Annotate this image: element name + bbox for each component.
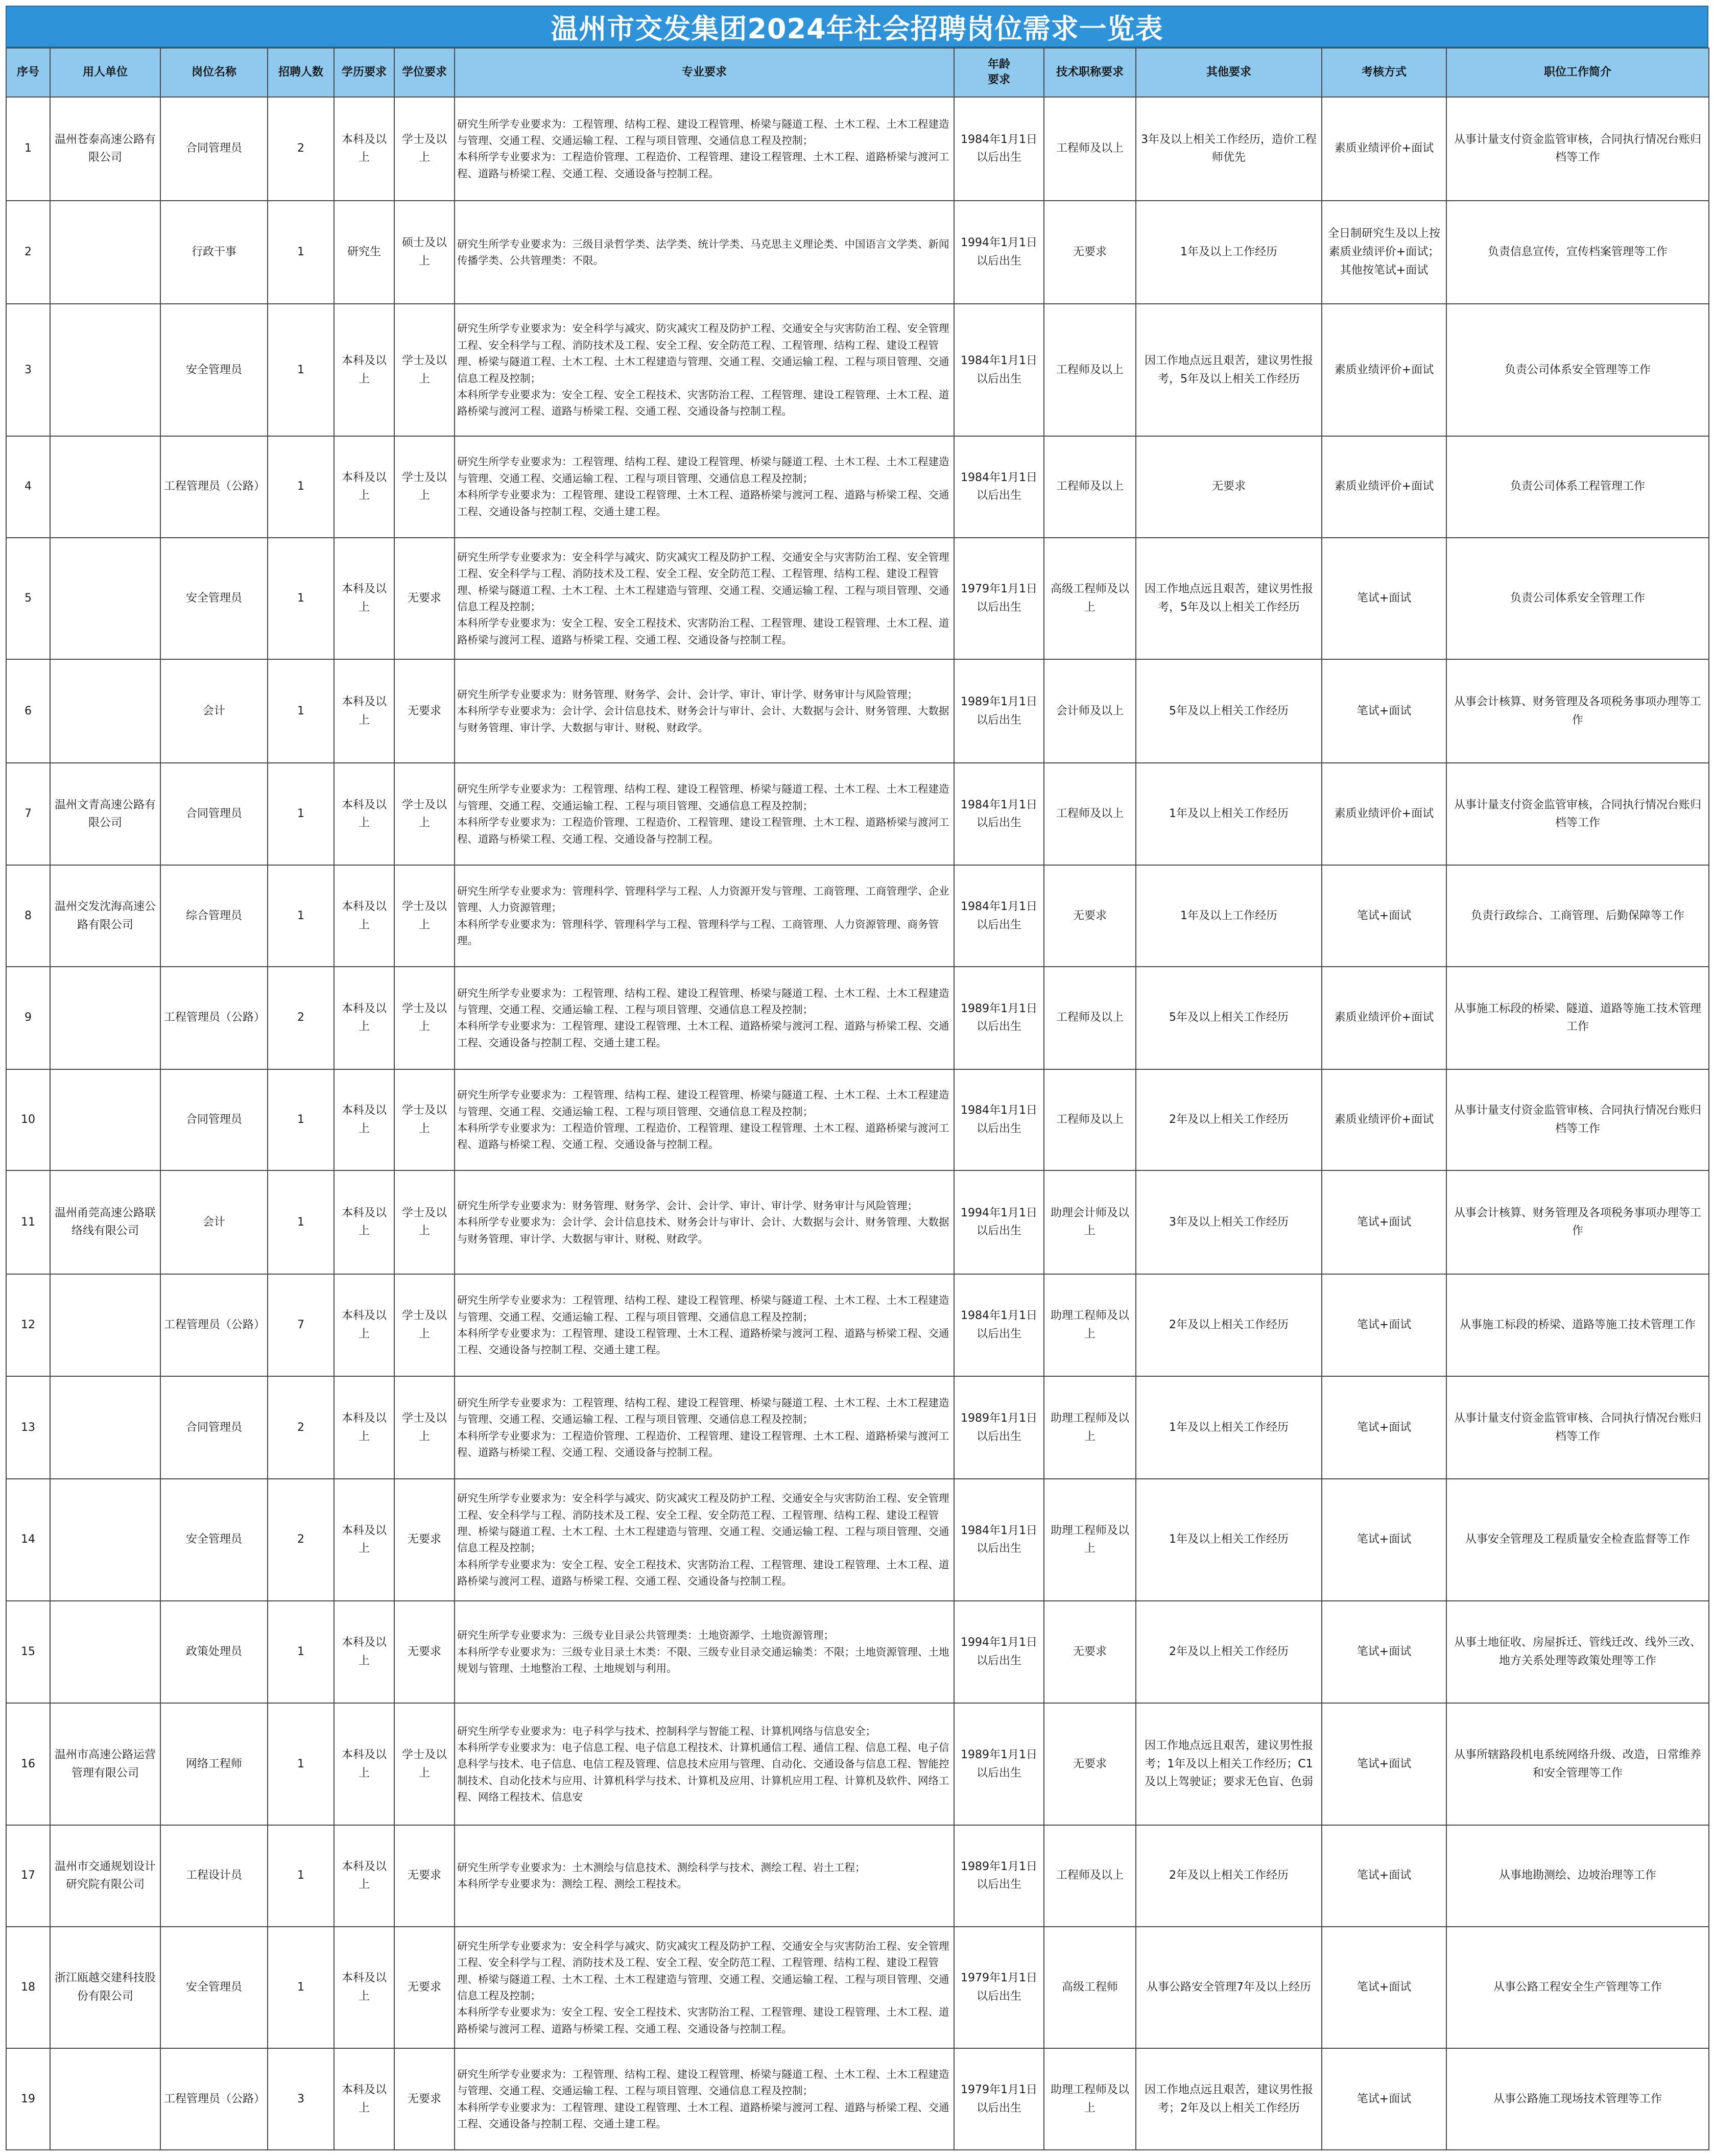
cell-degree: 无要求 [394, 1479, 455, 1601]
cell-unit [50, 967, 160, 1069]
cell-unit: 温州苍泰高速公路有限公司 [50, 97, 160, 201]
cell-no: 15 [6, 1601, 50, 1704]
table-row [6, 865, 1709, 967]
cell-description: 从事公路工程安全生产管理等工作 [1446, 1927, 1709, 2049]
cell-count: 3 [268, 2048, 334, 2150]
cell-description: 从事施工标段的桥梁、隧道、道路等施工技术管理工作 [1446, 967, 1709, 1069]
cell-count: 1 [268, 538, 334, 660]
cell-no: 2 [6, 201, 50, 304]
cell-no: 4 [6, 436, 50, 538]
cell-description: 从事公路施工现场技术管理等工作 [1446, 2048, 1709, 2150]
cell-exam: 素质业绩评价+面试 [1322, 1069, 1446, 1171]
cell-exam: 笔试+面试 [1322, 1927, 1446, 2049]
cell-count: 2 [268, 1376, 334, 1479]
cell-major: 研究生所学专业要求为：三级专业目录公共管理类：土地资源学、土地资源管理； 本科所学专业要求为：三级专业目录土木类：不限、三级专业目录交通运输类：不限；土地资源管理、土地规划与管理、土地整治工程、土地规划与利用。 [455, 1601, 954, 1704]
header-exam: 考核方式 [1322, 48, 1446, 97]
cell-exam: 素质业绩评价+面试 [1322, 304, 1446, 436]
cell-position: 政策处理员 [160, 1601, 268, 1704]
cell-position: 合同管理员 [160, 1376, 268, 1479]
page-title: 温州市交发集团2024年社会招聘岗位需求一览表 [6, 6, 1708, 47]
cell-tech-title: 工程师及以上 [1044, 967, 1136, 1069]
cell-description: 从事计量支付资金监管审核，合同执行情况台账归档等工作 [1446, 763, 1709, 866]
table-row [6, 97, 1709, 201]
table-row [6, 1274, 1709, 1377]
cell-education: 本科及以上 [334, 97, 394, 201]
cell-degree: 无要求 [394, 1825, 455, 1927]
cell-age: 1989年1月1日以后出生 [954, 1376, 1044, 1479]
cell-age: 1994年1月1日以后出生 [954, 201, 1044, 304]
cell-no: 1 [6, 97, 50, 201]
cell-other: 2年及以上相关工作经历 [1136, 1825, 1322, 1927]
cell-description: 从事计量支付资金监管审核，合同执行情况台账归档等工作 [1446, 97, 1709, 201]
cell-tech-title: 工程师及以上 [1044, 97, 1136, 201]
cell-count: 1 [268, 659, 334, 763]
cell-description: 从事计量支付资金监管审核、合同执行情况台账归档等工作 [1446, 1069, 1709, 1171]
cell-unit [50, 1479, 160, 1601]
cell-degree: 学士及以上 [394, 865, 455, 967]
cell-age: 1979年1月1日以后出生 [954, 1927, 1044, 2049]
cell-position: 合同管理员 [160, 763, 268, 866]
cell-description: 负责行政综合、工商管理、后勤保障等工作 [1446, 865, 1709, 967]
cell-age: 1984年1月1日以后出生 [954, 1274, 1044, 1377]
cell-position: 工程管理员（公路） [160, 436, 268, 538]
cell-major: 研究生所学专业要求为：工程管理、结构工程、建设工程管理、桥梁与隧道工程、土木工程、土木工程建造与管理、交通工程、交通运输工程、工程与项目管理、交通信息工程及控制； 本科所学专业要求为：工程造价管理、工程造价、工程管理、建设工程管理、土木工程、道路桥梁与渡河工程、道路与桥梁工程、交通工程、交通设备与控制工程。 [455, 97, 954, 201]
cell-no: 14 [6, 1479, 50, 1601]
cell-count: 1 [268, 1703, 334, 1825]
cell-education: 本科及以上 [334, 967, 394, 1069]
cell-other: 1年及以上工作经历 [1136, 201, 1322, 304]
cell-unit [50, 1274, 160, 1377]
cell-no: 17 [6, 1825, 50, 1927]
cell-degree: 无要求 [394, 538, 455, 660]
cell-age: 1984年1月1日以后出生 [954, 865, 1044, 967]
cell-other: 无要求 [1136, 436, 1322, 538]
cell-age: 1984年1月1日以后出生 [954, 436, 1044, 538]
cell-tech-title: 助理工程师及以上 [1044, 2048, 1136, 2150]
cell-age: 1989年1月1日以后出生 [954, 659, 1044, 763]
cell-age: 1984年1月1日以后出生 [954, 1069, 1044, 1171]
cell-age: 1989年1月1日以后出生 [954, 1825, 1044, 1927]
cell-no: 18 [6, 1927, 50, 2049]
cell-unit [50, 1376, 160, 1479]
cell-description: 从事计量支付资金监管审核、合同执行情况台账归档等工作 [1446, 1376, 1709, 1479]
cell-unit: 浙江瓯越交建科技股份有限公司 [50, 1927, 160, 2049]
cell-education: 本科及以上 [334, 1069, 394, 1171]
cell-age: 1979年1月1日以后出生 [954, 538, 1044, 660]
header-position: 岗位名称 [160, 48, 268, 97]
cell-other: 2年及以上相关工作经历 [1136, 1274, 1322, 1377]
cell-unit [50, 1601, 160, 1704]
cell-education: 研究生 [334, 201, 394, 304]
cell-major: 研究生所学专业要求为：管理科学、管理科学与工程、人力资源开发与管理、工商管理、工商管理学、企业管理、人力资源管理； 本科所学专业要求为：管理科学、管理科学与工程、管理科学与工程、工商管理、人力资源管理、商务管理。 [455, 865, 954, 967]
cell-major: 研究生所学专业要求为：财务管理、财务学、会计、会计学、审计、审计学、财务审计与风险管理； 本科所学专业要求为：会计学、会计信息技术、财务会计与审计、会计、大数据与会计、财务管理、大数据与财务管理、审计学、大数据与审计、财税、财政学。 [455, 659, 954, 763]
cell-tech-title: 助理会计师及以上 [1044, 1170, 1136, 1274]
cell-position: 工程管理员（公路） [160, 1274, 268, 1377]
cell-exam: 笔试+面试 [1322, 1376, 1446, 1479]
cell-position: 工程管理员（公路） [160, 2048, 268, 2150]
cell-exam: 笔试+面试 [1322, 1479, 1446, 1601]
table-row [6, 2048, 1709, 2150]
cell-exam: 笔试+面试 [1322, 1601, 1446, 1704]
cell-unit [50, 304, 160, 436]
cell-degree: 学士及以上 [394, 1170, 455, 1274]
table-row [6, 1376, 1709, 1479]
cell-unit: 温州交发沈海高速公路有限公司 [50, 865, 160, 967]
header-age: 年龄 要求 [954, 48, 1044, 97]
cell-degree: 学士及以上 [394, 436, 455, 538]
cell-tech-title: 助理工程师及以上 [1044, 1479, 1136, 1601]
cell-description: 从事安全管理及工程质量安全检查监督等工作 [1446, 1479, 1709, 1601]
cell-other: 因工作地点远且艰苦，建议男性报考；1年及以上相关工作经历；C1及以上驾驶证；要求无色盲、色弱 [1136, 1703, 1322, 1825]
cell-education: 本科及以上 [334, 1825, 394, 1927]
cell-exam: 素质业绩评价+面试 [1322, 967, 1446, 1069]
table-row [6, 1825, 1709, 1927]
cell-description: 从事土地征收、房屋拆迁、管线迁改、线外三改、地方关系处理等政策处理等工作 [1446, 1601, 1709, 1704]
cell-position: 工程设计员 [160, 1825, 268, 1927]
cell-position: 安全管理员 [160, 538, 268, 660]
cell-no: 3 [6, 304, 50, 436]
cell-education: 本科及以上 [334, 436, 394, 538]
table-row [6, 1069, 1709, 1171]
cell-other: 1年及以上相关工作经历 [1136, 1376, 1322, 1479]
cell-position: 合同管理员 [160, 1069, 268, 1171]
cell-degree: 无要求 [394, 1601, 455, 1704]
cell-count: 7 [268, 1274, 334, 1377]
cell-education: 本科及以上 [334, 1927, 394, 2049]
header-no: 序号 [6, 48, 50, 97]
table-header-row [6, 48, 1709, 97]
cell-no: 8 [6, 865, 50, 967]
table-row [6, 1927, 1709, 2049]
cell-education: 本科及以上 [334, 1703, 394, 1825]
cell-tech-title: 无要求 [1044, 1601, 1136, 1704]
cell-degree: 学士及以上 [394, 1274, 455, 1377]
cell-age: 1994年1月1日以后出生 [954, 1601, 1044, 1704]
cell-degree: 硕士及以上 [394, 201, 455, 304]
cell-count: 1 [268, 1069, 334, 1171]
cell-other: 因工作地点远且艰苦，建议男性报考，5年及以上相关工作经历 [1136, 538, 1322, 660]
table-row [6, 763, 1709, 866]
cell-degree: 学士及以上 [394, 1376, 455, 1479]
cell-description: 从事会计核算、财务管理及各项税务事项办理等工作 [1446, 659, 1709, 763]
cell-exam: 笔试+面试 [1322, 1170, 1446, 1274]
cell-other: 1年及以上相关工作经历 [1136, 763, 1322, 866]
cell-education: 本科及以上 [334, 763, 394, 866]
cell-other: 3年及以上相关工作经历，造价工程师优先 [1136, 97, 1322, 201]
cell-position: 会计 [160, 1170, 268, 1274]
cell-unit: 温州甬莞高速公路联络线有限公司 [50, 1170, 160, 1274]
cell-education: 本科及以上 [334, 1376, 394, 1479]
cell-degree: 学士及以上 [394, 967, 455, 1069]
cell-other: 因工作地点远且艰苦，建议男性报考，5年及以上相关工作经历 [1136, 304, 1322, 436]
cell-count: 1 [268, 763, 334, 866]
table-row [6, 1170, 1709, 1274]
cell-count: 2 [268, 97, 334, 201]
cell-tech-title: 无要求 [1044, 865, 1136, 967]
table-row [6, 1703, 1709, 1825]
cell-tech-title: 高级工程师及以上 [1044, 538, 1136, 660]
cell-tech-title: 无要求 [1044, 201, 1136, 304]
cell-other: 1年及以上相关工作经历 [1136, 1479, 1322, 1601]
cell-count: 2 [268, 1479, 334, 1601]
cell-degree: 无要求 [394, 659, 455, 763]
cell-age: 1984年1月1日以后出生 [954, 1479, 1044, 1601]
cell-major: 研究生所学专业要求为：安全科学与减灾、防灾减灾工程及防护工程、交通安全与灾害防治工程、安全管理工程、安全科学与工程、消防技术及工程、安全工程、安全防范工程、工程管理、结构工程、建设工程管理、桥梁与隧道工程、土木工程、土木工程建造与管理、交通工程、交通运输工程、工程与项目管理、交通信息工程及控制； 本科所学专业要求为：安全工程、安全工程技术、灾害防治工程、工程管理、建设工程管理、土木工程、道路桥梁与渡河工程、道路与桥梁工程、交通工程、交通设备与控制工程。 [455, 1479, 954, 1601]
cell-no: 13 [6, 1376, 50, 1479]
cell-count: 1 [268, 436, 334, 538]
cell-tech-title: 会计师及以上 [1044, 659, 1136, 763]
cell-position: 会计 [160, 659, 268, 763]
cell-degree: 无要求 [394, 1927, 455, 2049]
cell-education: 本科及以上 [334, 1479, 394, 1601]
cell-no: 6 [6, 659, 50, 763]
cell-tech-title: 助理工程师及以上 [1044, 1274, 1136, 1377]
cell-count: 1 [268, 1825, 334, 1927]
cell-tech-title: 高级工程师 [1044, 1927, 1136, 2049]
cell-no: 19 [6, 2048, 50, 2150]
cell-age: 1984年1月1日以后出生 [954, 97, 1044, 201]
header-education: 学历要求 [334, 48, 394, 97]
cell-description: 负责公司体系工程管理工作 [1446, 436, 1709, 538]
cell-education: 本科及以上 [334, 1170, 394, 1274]
cell-position: 行政干事 [160, 201, 268, 304]
cell-age: 1979年1月1日以后出生 [954, 2048, 1044, 2150]
cell-major: 研究生所学专业要求为：电子科学与技术、控制科学与智能工程、计算机网络与信息安全； 本科所学专业要求为：电子信息工程、电子信息工程技术、计算机通信工程、通信工程、信息工程、电子信息科学与技术、电子信息、电信工程及管理、信息技术应用与管理、自动化、交通设备与信息工程、智能控制技术、自动化技术与应用、计算机科学与技术、计算机及应用、计算机应用工程、计算机及软件、网络工程、网络工程技术、信息安 [455, 1703, 954, 1825]
cell-degree: 学士及以上 [394, 1703, 455, 1825]
cell-education: 本科及以上 [334, 2048, 394, 2150]
cell-unit [50, 201, 160, 304]
cell-tech-title: 助理工程师及以上 [1044, 1376, 1136, 1479]
cell-count: 1 [268, 1927, 334, 2049]
cell-exam: 笔试+面试 [1322, 659, 1446, 763]
cell-unit [50, 2048, 160, 2150]
cell-count: 1 [268, 1170, 334, 1274]
cell-position: 安全管理员 [160, 1927, 268, 2049]
cell-other: 3年及以上相关工作经历 [1136, 1170, 1322, 1274]
recruitment-sheet [6, 6, 1708, 2150]
table-body [6, 97, 1709, 2150]
cell-exam: 笔试+面试 [1322, 538, 1446, 660]
header-other: 其他要求 [1136, 48, 1322, 97]
cell-major: 研究生所学专业要求为：安全科学与减灾、防灾减灾工程及防护工程、交通安全与灾害防治工程、安全管理工程、安全科学与工程、消防技术及工程、安全工程、安全防范工程、工程管理、结构工程、建设工程管理、桥梁与隧道工程、土木工程、土木工程建造与管理、交通工程、交通运输工程、工程与项目管理、交通信息工程及控制； 本科所学专业要求为：安全工程、安全工程技术、灾害防治工程、工程管理、建设工程管理、土木工程、道路桥梁与渡河工程、道路与桥梁工程、交通工程、交通设备与控制工程。 [455, 304, 954, 436]
cell-degree: 无要求 [394, 2048, 455, 2150]
cell-age: 1989年1月1日以后出生 [954, 967, 1044, 1069]
cell-tech-title: 工程师及以上 [1044, 1069, 1136, 1171]
cell-major: 研究生所学专业要求为：工程管理、结构工程、建设工程管理、桥梁与隧道工程、土木工程、土木工程建造与管理、交通工程、交通运输工程、工程与项目管理、交通信息工程及控制； 本科所学专业要求为：工程管理、建设工程管理、土木工程、道路桥梁与渡河工程、道路与桥梁工程、交通工程、交通设备与控制工程、交通土建工程。 [455, 1274, 954, 1377]
cell-exam: 笔试+面试 [1322, 865, 1446, 967]
cell-exam: 素质业绩评价+面试 [1322, 436, 1446, 538]
cell-major: 研究生所学专业要求为：工程管理、结构工程、建设工程管理、桥梁与隧道工程、土木工程、土木工程建造与管理、交通工程、交通运输工程、工程与项目管理、交通信息工程及控制； 本科所学专业要求为：工程管理、建设工程管理、土木工程、道路桥梁与渡河工程、道路与桥梁工程、交通工程、交通设备与控制工程、交通土建工程。 [455, 967, 954, 1069]
cell-other: 从事公路安全管理7年及以上经历 [1136, 1927, 1322, 2049]
cell-description: 负责公司体系安全管理工作 [1446, 538, 1709, 660]
cell-other: 5年及以上相关工作经历 [1136, 659, 1322, 763]
cell-description: 从事会计核算、财务管理及各项税务事项办理等工作 [1446, 1170, 1709, 1274]
cell-education: 本科及以上 [334, 1274, 394, 1377]
cell-other: 5年及以上相关工作经历 [1136, 967, 1322, 1069]
cell-description: 从事地勘测绘、边坡治理等工作 [1446, 1825, 1709, 1927]
cell-other: 2年及以上相关工作经历 [1136, 1601, 1322, 1704]
cell-tech-title: 无要求 [1044, 1703, 1136, 1825]
header-degree: 学位要求 [394, 48, 455, 97]
cell-education: 本科及以上 [334, 865, 394, 967]
cell-position: 安全管理员 [160, 304, 268, 436]
cell-no: 9 [6, 967, 50, 1069]
cell-position: 工程管理员（公路） [160, 967, 268, 1069]
cell-exam: 笔试+面试 [1322, 1274, 1446, 1377]
cell-tech-title: 工程师及以上 [1044, 304, 1136, 436]
table-row [6, 201, 1709, 304]
cell-major: 研究生所学专业要求为：土木测绘与信息技术、测绘科学与技术、测绘工程、岩土工程； 本科所学专业要求为：测绘工程、测绘工程技术。 [455, 1825, 954, 1927]
cell-age: 1984年1月1日以后出生 [954, 763, 1044, 866]
cell-major: 研究生所学专业要求为：安全科学与减灾、防灾减灾工程及防护工程、交通安全与灾害防治工程、安全管理工程、安全科学与工程、消防技术及工程、安全工程、安全防范工程、工程管理、结构工程、建设工程管理、桥梁与隧道工程、土木工程、土木工程建造与管理、交通工程、交通运输工程、工程与项目管理、交通信息工程及控制； 本科所学专业要求为：安全工程、安全工程技术、灾害防治工程、工程管理、建设工程管理、土木工程、道路桥梁与渡河工程、道路与桥梁工程、交通工程、交通设备与控制工程。 [455, 538, 954, 660]
cell-tech-title: 工程师及以上 [1044, 1825, 1136, 1927]
positions-table [6, 47, 1709, 2150]
cell-unit [50, 436, 160, 538]
cell-description: 负责信息宣传，宣传档案管理等工作 [1446, 201, 1709, 304]
cell-education: 本科及以上 [334, 659, 394, 763]
cell-major: 研究生所学专业要求为：安全科学与减灾、防灾减灾工程及防护工程、交通安全与灾害防治工程、安全管理工程、安全科学与工程、消防技术及工程、安全工程、安全防范工程、工程管理、结构工程、建设工程管理、桥梁与隧道工程、土木工程、土木工程建造与管理、交通工程、交通运输工程、工程与项目管理、交通信息工程及控制； 本科所学专业要求为：安全工程、安全工程技术、灾害防治工程、工程管理、建设工程管理、土木工程、道路桥梁与渡河工程、道路与桥梁工程、交通工程、交通设备与控制工程。 [455, 1927, 954, 2049]
cell-education: 本科及以上 [334, 304, 394, 436]
cell-count: 2 [268, 967, 334, 1069]
cell-age: 1994年1月1日以后出生 [954, 1170, 1044, 1274]
cell-no: 5 [6, 538, 50, 660]
cell-major: 研究生所学专业要求为：三级目录哲学类、法学类、统计学类、马克思主义理论类、中国语言文学类、新闻传播学类、公共管理类：不限。 [455, 201, 954, 304]
header-tech-title: 技术职称要求 [1044, 48, 1136, 97]
cell-exam: 素质业绩评价+面试 [1322, 763, 1446, 866]
table-row [6, 1601, 1709, 1704]
cell-no: 12 [6, 1274, 50, 1377]
cell-other: 2年及以上相关工作经历 [1136, 1069, 1322, 1171]
cell-exam: 笔试+面试 [1322, 1703, 1446, 1825]
table-row [6, 304, 1709, 436]
header-major: 专业要求 [455, 48, 954, 97]
cell-degree: 学士及以上 [394, 1069, 455, 1171]
cell-exam: 笔试+面试 [1322, 1825, 1446, 1927]
table-row [6, 538, 1709, 660]
cell-unit: 温州文青高速公路有限公司 [50, 763, 160, 866]
cell-major: 研究生所学专业要求为：工程管理、结构工程、建设工程管理、桥梁与隧道工程、土木工程、土木工程建造与管理、交通工程、交通运输工程、工程与项目管理、交通信息工程及控制； 本科所学专业要求为：工程管理、建设工程管理、土木工程、道路桥梁与渡河工程、道路与桥梁工程、交通工程、交通设备与控制工程、交通土建工程。 [455, 2048, 954, 2150]
cell-description: 负责公司体系安全管理等工作 [1446, 304, 1709, 436]
cell-description: 从事施工标段的桥梁、道路等施工技术管理工作 [1446, 1274, 1709, 1377]
cell-description: 从事所辖路段机电系统网络升级、改造，日常维养和安全管理等工作 [1446, 1703, 1709, 1825]
cell-other: 因工作地点远且艰苦，建议男性报考；2年及以上相关工作经历 [1136, 2048, 1322, 2150]
cell-degree: 学士及以上 [394, 763, 455, 866]
cell-exam: 素质业绩评价+面试 [1322, 97, 1446, 201]
cell-no: 10 [6, 1069, 50, 1171]
cell-age: 1984年1月1日以后出生 [954, 304, 1044, 436]
cell-tech-title: 工程师及以上 [1044, 436, 1136, 538]
cell-major: 研究生所学专业要求为：工程管理、结构工程、建设工程管理、桥梁与隧道工程、土木工程、土木工程建造与管理、交通工程、交通运输工程、工程与项目管理、交通信息工程及控制； 本科所学专业要求为：工程造价管理、工程造价、工程管理、建设工程管理、土木工程、道路桥梁与渡河工程、道路与桥梁工程、交通工程、交通设备与控制工程。 [455, 763, 954, 866]
cell-degree: 学士及以上 [394, 304, 455, 436]
cell-unit: 温州市交通规划设计研究院有限公司 [50, 1825, 160, 1927]
cell-major: 研究生所学专业要求为：财务管理、财务学、会计、会计学、审计、审计学、财务审计与风险管理； 本科所学专业要求为：会计学、会计信息技术、财务会计与审计、会计、大数据与会计、财务管理、大数据与财务管理、审计学、大数据与审计、财税、财政学。 [455, 1170, 954, 1274]
table-row [6, 659, 1709, 763]
cell-major: 研究生所学专业要求为：工程管理、结构工程、建设工程管理、桥梁与隧道工程、土木工程、土木工程建造与管理、交通工程、交通运输工程、工程与项目管理、交通信息工程及控制； 本科所学专业要求为：工程管理、建设工程管理、土木工程、道路桥梁与渡河工程、道路与桥梁工程、交通工程、交通设备与控制工程、交通土建工程。 [455, 436, 954, 538]
table-row [6, 1479, 1709, 1601]
cell-unit: 温州市高速公路运营管理有限公司 [50, 1703, 160, 1825]
cell-education: 本科及以上 [334, 1601, 394, 1704]
cell-count: 1 [268, 201, 334, 304]
cell-count: 1 [268, 304, 334, 436]
cell-age: 1989年1月1日以后出生 [954, 1703, 1044, 1825]
cell-no: 11 [6, 1170, 50, 1274]
cell-position: 安全管理员 [160, 1479, 268, 1601]
cell-count: 1 [268, 865, 334, 967]
cell-position: 合同管理员 [160, 97, 268, 201]
cell-education: 本科及以上 [334, 538, 394, 660]
cell-no: 7 [6, 763, 50, 866]
cell-no: 16 [6, 1703, 50, 1825]
table-row [6, 436, 1709, 538]
cell-unit [50, 538, 160, 660]
cell-exam: 笔试+面试 [1322, 2048, 1446, 2150]
cell-other: 1年及以上工作经历 [1136, 865, 1322, 967]
header-description: 职位工作简介 [1446, 48, 1709, 97]
header-count: 招聘人数 [268, 48, 334, 97]
cell-position: 综合管理员 [160, 865, 268, 967]
header-unit: 用人单位 [50, 48, 160, 97]
cell-unit [50, 1069, 160, 1171]
cell-position: 网络工程师 [160, 1703, 268, 1825]
cell-count: 1 [268, 1601, 334, 1704]
cell-unit [50, 659, 160, 763]
table-row [6, 967, 1709, 1069]
cell-degree: 学士及以上 [394, 97, 455, 201]
cell-exam: 全日制研究生及以上按素质业绩评价+面试；其他按笔试+面试 [1322, 201, 1446, 304]
cell-major: 研究生所学专业要求为：工程管理、结构工程、建设工程管理、桥梁与隧道工程、土木工程、土木工程建造与管理、交通工程、交通运输工程、工程与项目管理、交通信息工程及控制； 本科所学专业要求为：工程造价管理、工程造价、工程管理、建设工程管理、土木工程、道路桥梁与渡河工程、道路与桥梁工程、交通工程、交通设备与控制工程。 [455, 1376, 954, 1479]
cell-major: 研究生所学专业要求为：工程管理、结构工程、建设工程管理、桥梁与隧道工程、土木工程、土木工程建造与管理、交通工程、交通运输工程、工程与项目管理、交通信息工程及控制； 本科所学专业要求为：工程造价管理、工程造价、工程管理、建设工程管理、土木工程、道路桥梁与渡河工程、道路与桥梁工程、交通工程、交通设备与控制工程。 [455, 1069, 954, 1171]
cell-tech-title: 工程师及以上 [1044, 763, 1136, 866]
